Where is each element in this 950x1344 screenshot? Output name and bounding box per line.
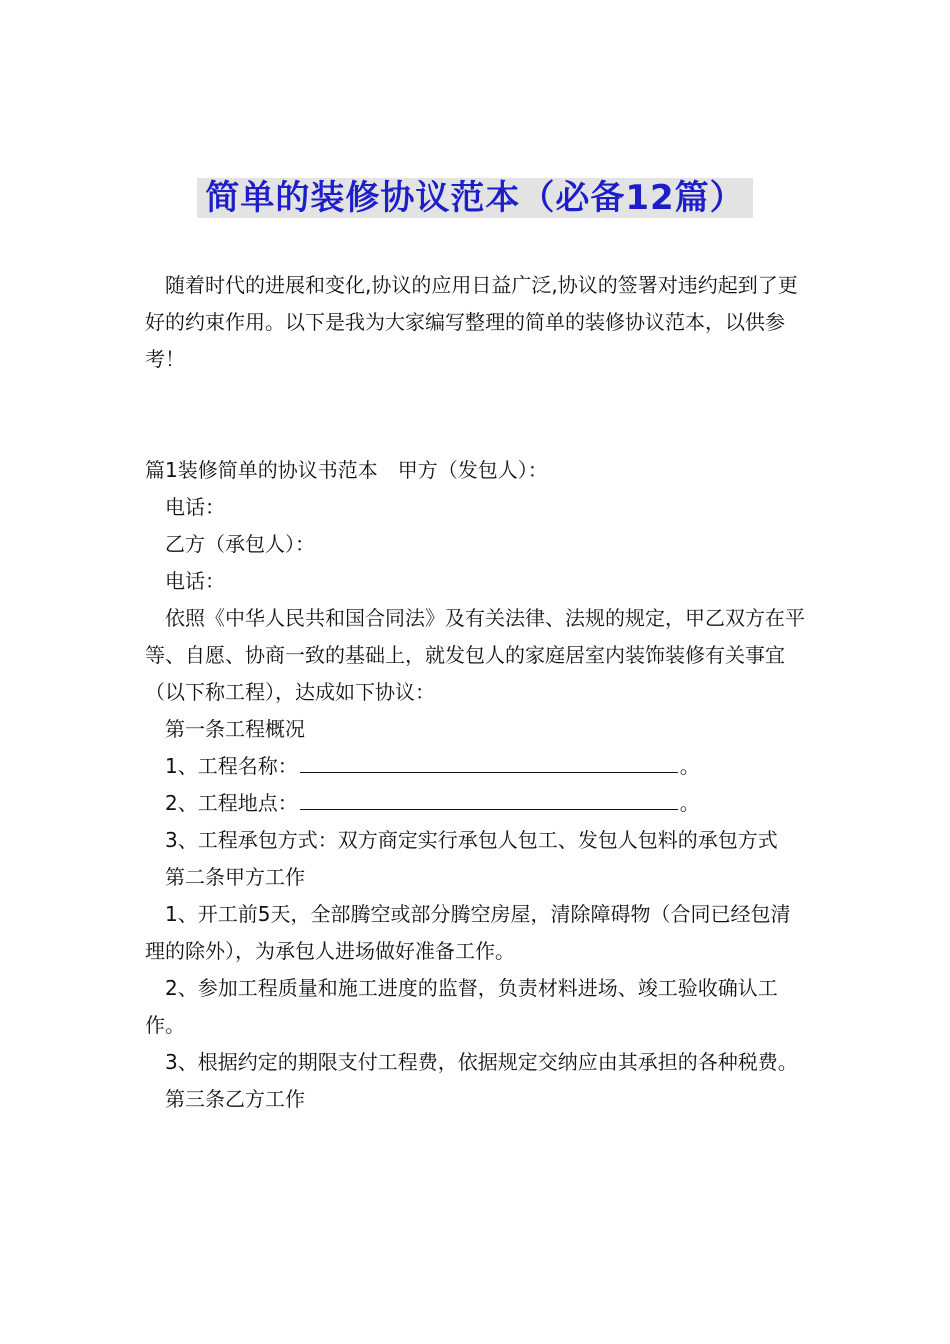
preamble-paragraph: 依照《中华人民共和国合同法》及有关法律、法规的规定，甲乙双方在平等、自愿、协商一致的基础上，就发包人的家庭居室内装饰装修有关事宜（以下称工程），达成如下协议： <box>145 606 805 704</box>
article-2-title: 第二条甲方工作 <box>165 865 305 889</box>
project-name-label: 1、工程名称： <box>165 754 298 778</box>
party-a-phone: 电话： <box>165 495 225 519</box>
section-heading: 篇1装修简单的协议书范本 甲方（发包人）： <box>145 458 548 482</box>
contract-body <box>145 452 810 1118</box>
project-name-line <box>145 748 810 785</box>
document-title: 简单的装修协议范本（必备12篇） <box>197 178 752 218</box>
project-location-line <box>145 785 810 822</box>
article-1-title: 第一条工程概况 <box>165 717 305 741</box>
project-name-blank <box>300 750 678 773</box>
party-a-duty-3: 3、根据约定的期限支付工程费，依据规定交纳应由其承担的各种税费。 <box>165 1050 798 1074</box>
party-a-duty-2: 2、参加工程质量和施工进度的监督，负责材料进场、竣工验收确认工作。 <box>145 976 778 1037</box>
project-name-end: 。 <box>679 754 700 778</box>
party-a-duty-1: 1、开工前5天，全部腾空或部分腾空房屋，清除障碍物（合同已经包清理的除外），为承包人进场做好准备工作。 <box>145 902 791 963</box>
project-location-label: 2、工程地点： <box>165 791 298 815</box>
title-container <box>0 178 950 218</box>
intro-paragraph <box>145 267 810 378</box>
project-location-blank <box>300 787 678 810</box>
party-b-label: 乙方（承包人）： <box>165 532 315 556</box>
intro-text: 随着时代的进展和变化,协议的应用日益广泛,协议的签署对违约起到了更好的约束作用。以下是我为大家编写整理的简单的装修协议范本，以供参考！ <box>145 273 798 371</box>
contract-method-paragraph: 3、工程承包方式：双方商定实行承包人包工、发包人包料的承包方式 <box>165 828 778 852</box>
project-location-end: 。 <box>679 791 700 815</box>
article-3-title: 第三条乙方工作 <box>165 1087 305 1111</box>
party-b-phone: 电话： <box>165 569 225 593</box>
